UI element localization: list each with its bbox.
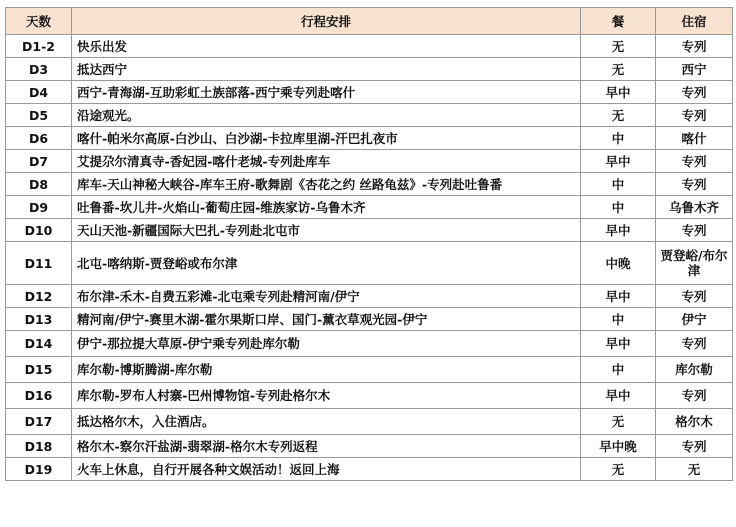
meal-cell: 无 (581, 409, 656, 435)
stay-cell: 乌鲁木齐 (656, 196, 733, 219)
plan-cell: 抵达格尔木，入住酒店。 (72, 409, 581, 435)
day-cell: D6 (6, 127, 72, 150)
table-row (6, 357, 733, 383)
table-row (6, 285, 733, 308)
plan-cell: 伊宁-那拉提大草原-伊宁乘专列赴库尔勒 (72, 331, 581, 357)
meal-cell: 无 (581, 104, 656, 127)
table-row (6, 242, 733, 285)
stay-cell: 专列 (656, 150, 733, 173)
table-row (6, 127, 733, 150)
stay-cell: 专列 (656, 173, 733, 196)
header-meal: 餐 (581, 8, 656, 35)
meal-cell: 中 (581, 173, 656, 196)
meal-cell: 早中 (581, 331, 656, 357)
meal-cell: 中 (581, 127, 656, 150)
stay-cell: 专列 (656, 104, 733, 127)
day-cell: D13 (6, 308, 72, 331)
table-row (6, 409, 733, 435)
stay-cell: 西宁 (656, 58, 733, 81)
stay-cell: 专列 (656, 219, 733, 242)
header-stay: 住宿 (656, 8, 733, 35)
stay-cell: 喀什 (656, 127, 733, 150)
meal-cell: 早中 (581, 383, 656, 409)
table-row (6, 35, 733, 58)
plan-cell: 火车上休息，自行开展各种文娱活动！返回上海 (72, 458, 581, 481)
itinerary-table-wrapper (5, 7, 732, 481)
day-cell: D17 (6, 409, 72, 435)
plan-cell: 库尔勒-博斯腾湖-库尔勒 (72, 357, 581, 383)
table-row (6, 331, 733, 357)
stay-cell: 贾登峪/布尔津 (656, 242, 733, 285)
day-cell: D19 (6, 458, 72, 481)
plan-cell: 库尔勒-罗布人村寨-巴州博物馆-专列赴格尔木 (72, 383, 581, 409)
stay-cell: 专列 (656, 81, 733, 104)
plan-cell: 北屯-喀纳斯-贾登峪或布尔津 (72, 242, 581, 285)
stay-cell: 专列 (656, 35, 733, 58)
meal-cell: 中 (581, 308, 656, 331)
meal-cell: 无 (581, 35, 656, 58)
day-cell: D18 (6, 435, 72, 458)
plan-cell: 精河南/伊宁-赛里木湖-霍尔果斯口岸、国门-薰衣草观光园-伊宁 (72, 308, 581, 331)
plan-cell: 西宁-青海湖-互助彩虹土族部落-西宁乘专列赴喀什 (72, 81, 581, 104)
day-cell: D5 (6, 104, 72, 127)
itinerary-body (6, 35, 733, 481)
day-cell: D9 (6, 196, 72, 219)
meal-cell: 中 (581, 357, 656, 383)
table-row (6, 219, 733, 242)
stay-cell: 专列 (656, 383, 733, 409)
meal-cell: 早中 (581, 219, 656, 242)
table-row (6, 308, 733, 331)
meal-cell: 中晚 (581, 242, 656, 285)
plan-cell: 快乐出发 (72, 35, 581, 58)
plan-cell: 布尔津-禾木-自费五彩滩-北屯乘专列赴精河南/伊宁 (72, 285, 581, 308)
day-cell: D4 (6, 81, 72, 104)
table-row (6, 150, 733, 173)
header-plan: 行程安排 (72, 8, 581, 35)
meal-cell: 早中晚 (581, 435, 656, 458)
day-cell: D8 (6, 173, 72, 196)
meal-cell: 早中 (581, 150, 656, 173)
plan-cell: 喀什-帕米尔高原-白沙山、白沙湖-卡拉库里湖-汗巴扎夜市 (72, 127, 581, 150)
day-cell: D3 (6, 58, 72, 81)
stay-cell: 专列 (656, 285, 733, 308)
plan-cell: 格尔木-察尔汗盐湖-翡翠湖-格尔木专列返程 (72, 435, 581, 458)
stay-cell: 伊宁 (656, 308, 733, 331)
stay-cell: 库尔勒 (656, 357, 733, 383)
day-cell: D16 (6, 383, 72, 409)
plan-cell: 天山天池-新疆国际大巴扎-专列赴北屯市 (72, 219, 581, 242)
meal-cell: 无 (581, 458, 656, 481)
plan-cell: 艾提尕尔清真寺-香妃园-喀什老城-专列赴库车 (72, 150, 581, 173)
itinerary-table (5, 7, 733, 481)
table-row (6, 58, 733, 81)
day-cell: D10 (6, 219, 72, 242)
meal-cell: 早中 (581, 285, 656, 308)
plan-cell: 吐鲁番-坎儿井-火焰山-葡萄庄园-维族家访-乌鲁木齐 (72, 196, 581, 219)
table-header-row (6, 8, 733, 35)
meal-cell: 中 (581, 196, 656, 219)
stay-cell: 专列 (656, 331, 733, 357)
stay-cell: 专列 (656, 435, 733, 458)
table-row (6, 173, 733, 196)
day-cell: D11 (6, 242, 72, 285)
day-cell: D15 (6, 357, 72, 383)
table-row (6, 383, 733, 409)
table-row (6, 435, 733, 458)
meal-cell: 无 (581, 58, 656, 81)
stay-cell: 格尔木 (656, 409, 733, 435)
meal-cell: 早中 (581, 81, 656, 104)
table-row (6, 458, 733, 481)
day-cell: D1-2 (6, 35, 72, 58)
plan-cell: 沿途观光。 (72, 104, 581, 127)
day-cell: D12 (6, 285, 72, 308)
table-row (6, 81, 733, 104)
header-day: 天数 (6, 8, 72, 35)
day-cell: D14 (6, 331, 72, 357)
plan-cell: 库车-天山神秘大峡谷-库车王府-歌舞剧《杏花之约 丝路龟兹》-专列赴吐鲁番 (72, 173, 581, 196)
plan-cell: 抵达西宁 (72, 58, 581, 81)
day-cell: D7 (6, 150, 72, 173)
table-row (6, 196, 733, 219)
table-row (6, 104, 733, 127)
stay-cell: 无 (656, 458, 733, 481)
